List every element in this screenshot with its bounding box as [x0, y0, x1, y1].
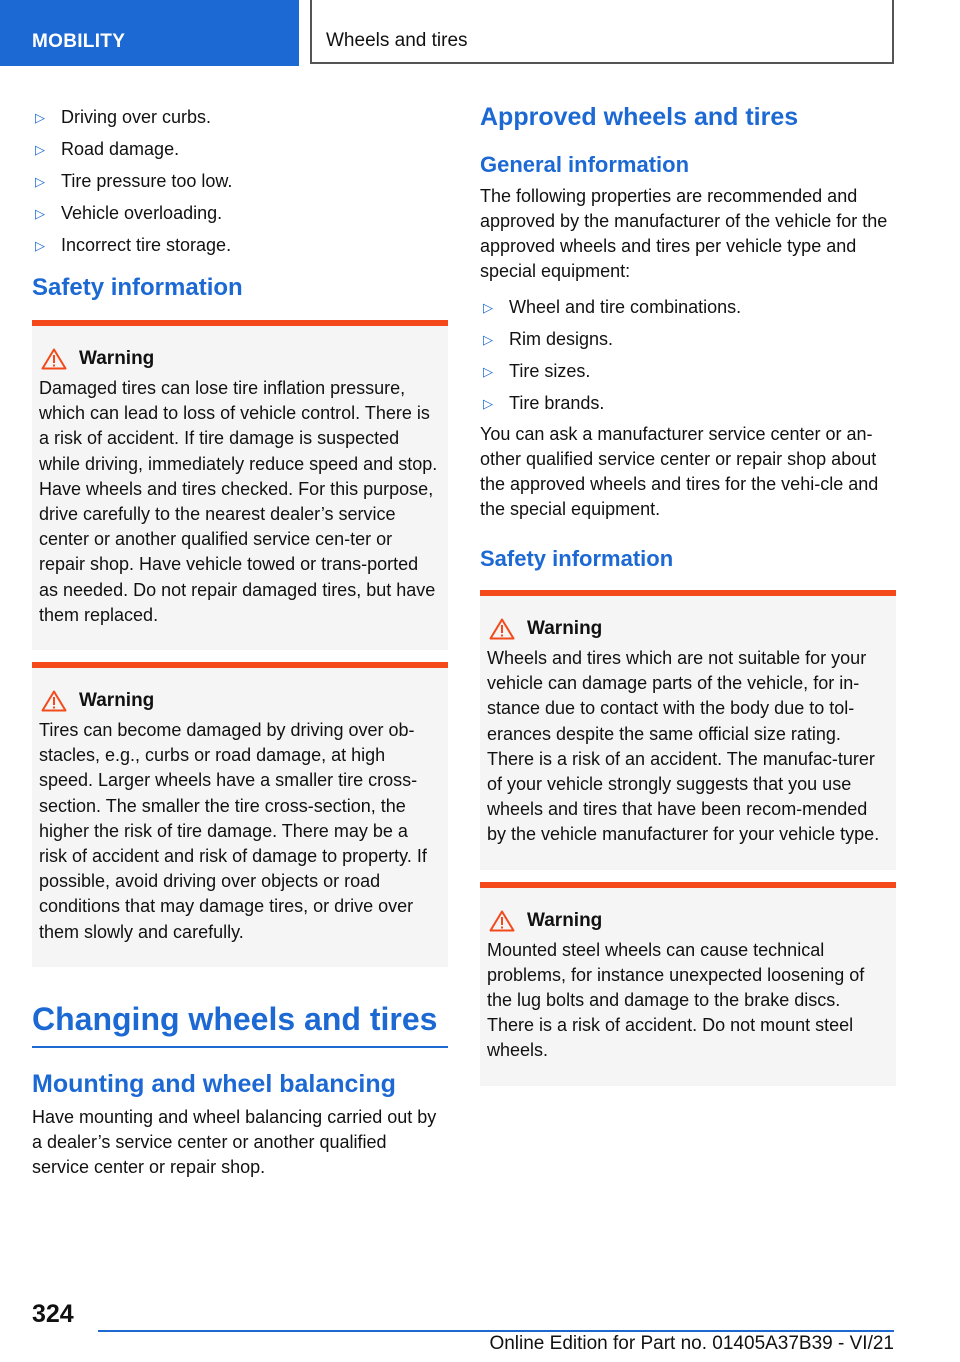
list-item: ▷ Vehicle overloading. — [35, 203, 223, 223]
chapter-heading: Changing wheels and tires — [32, 1001, 448, 1048]
warning-label: Warning — [79, 690, 155, 712]
mounting-heading: Mounting and wheel balancing — [32, 1069, 396, 1098]
warning-text: Wheels and tires which are not suitable for your vehicle can damage parts of the vehicle, for in-stance due to contact with the body due to tol-erances despite the same official size rating. There is a risk of an accident. The manufac-turer of your vehicle strongly suggests that you use wheels and tires that have been recom-mended by the vehicle manufacturer for your vehicle type. — [487, 648, 880, 845]
triangle-bullet-icon: ▷ — [35, 110, 45, 125]
warning-triangle-icon — [489, 910, 515, 932]
list-item: ▷ Rim designs. — [483, 329, 614, 349]
mounting-text: Have mounting and wheel balancing carried out by a dealer’s service center or another qualified service center or repair shop. — [32, 1106, 437, 1177]
warning-text: Tires can become damaged by driving over ob-stacles, e.g., curbs or road damage, at high speed. Larger wheels have a smaller tire cross-section. The smaller the tire cross-section, the higher the risk of tire damage. There may be a risk of accident and risk of damage to property. If possible, avoid driving over objects or road conditions that may damage tires, or drive over them slowly and carefully. — [39, 720, 427, 942]
approved-properties-list — [480, 296, 896, 414]
footer-divider — [98, 1330, 894, 1332]
page-number: 324 — [32, 1300, 74, 1328]
list-item: ▷ Tire sizes. — [483, 361, 591, 381]
list-item: ▷ Tire pressure too low. — [35, 171, 233, 191]
general-information-text: The following properties are recommended and approved by the manufacturer of the vehicle for the approved wheels and tires per vehicle type and special equipment: — [480, 186, 888, 281]
list-item: ▷ Tire brands. — [483, 393, 605, 413]
warning-label: Warning — [527, 618, 603, 639]
list-item: ▷ Incorrect tire storage. — [35, 235, 232, 255]
warning-header — [39, 690, 440, 712]
warning-text: Damaged tires can lose tire inflation pressure, which can lead to loss of vehicle control. There is a risk of accident. If tire damage is suspected while driving, immediately reduce speed and stop. Have wheels and tires checked. For this purpose, drive carefully to the nearest dealer’s service center or another qualified service cen-ter or repair shop. Have vehicle towed or trans-ported as needed. Do not repair damaged tires, but have them replaced. — [39, 378, 438, 625]
header-title: Wheels and tires — [326, 30, 468, 51]
triangle-bullet-icon: ▷ — [35, 206, 45, 221]
list-item: ▷ Driving over curbs. — [35, 107, 212, 127]
warning-box — [480, 590, 896, 870]
warning-label: Warning — [79, 348, 155, 369]
ask-service-text: You can ask a manufacturer service center or an-other qualified service center or repair shop about the approved wheels and tires for the vehi-cle and the special equipment. — [480, 424, 879, 519]
header-title-box — [310, 0, 894, 64]
triangle-bullet-icon: ▷ — [483, 332, 493, 347]
damage-causes-list — [32, 106, 448, 256]
list-item: ▷ Road damage. — [35, 139, 180, 159]
left-column — [32, 100, 448, 1180]
warning-header — [487, 618, 888, 640]
warning-label: Warning — [527, 909, 603, 931]
safety-information-heading: Safety information — [32, 274, 243, 301]
safety-information-heading: Safety information — [480, 546, 674, 571]
triangle-bullet-icon: ▷ — [35, 142, 45, 157]
approved-wheels-heading: Approved wheels and tires — [480, 103, 799, 131]
warning-triangle-icon — [41, 348, 67, 370]
triangle-bullet-icon: ▷ — [35, 238, 45, 253]
warning-box — [480, 882, 896, 1086]
triangle-bullet-icon: ▷ — [483, 364, 493, 379]
header-section-label: MOBILITY — [32, 31, 126, 52]
warning-header — [39, 348, 440, 370]
triangle-bullet-icon: ▷ — [483, 300, 493, 315]
right-column — [480, 100, 896, 1086]
footer-edition: Online Edition for Part no. 01405A37B39 - VI/21 — [489, 1333, 894, 1354]
header-section-tab — [0, 0, 299, 66]
general-information-heading: General information — [480, 152, 690, 177]
warning-box — [32, 662, 448, 967]
warning-triangle-icon — [489, 618, 515, 640]
warning-header — [487, 910, 888, 932]
list-item: ▷ Wheel and tire combinations. — [483, 297, 742, 317]
triangle-bullet-icon: ▷ — [483, 396, 493, 411]
warning-text: Mounted steel wheels can cause technical problems, for instance unexpected loosening of the lug bolts and damage to the brake discs. There is a risk of accident. Do not mount steel wheels. — [487, 939, 865, 1061]
warning-triangle-icon — [41, 690, 67, 712]
warning-box — [32, 320, 448, 650]
triangle-bullet-icon: ▷ — [35, 174, 45, 189]
